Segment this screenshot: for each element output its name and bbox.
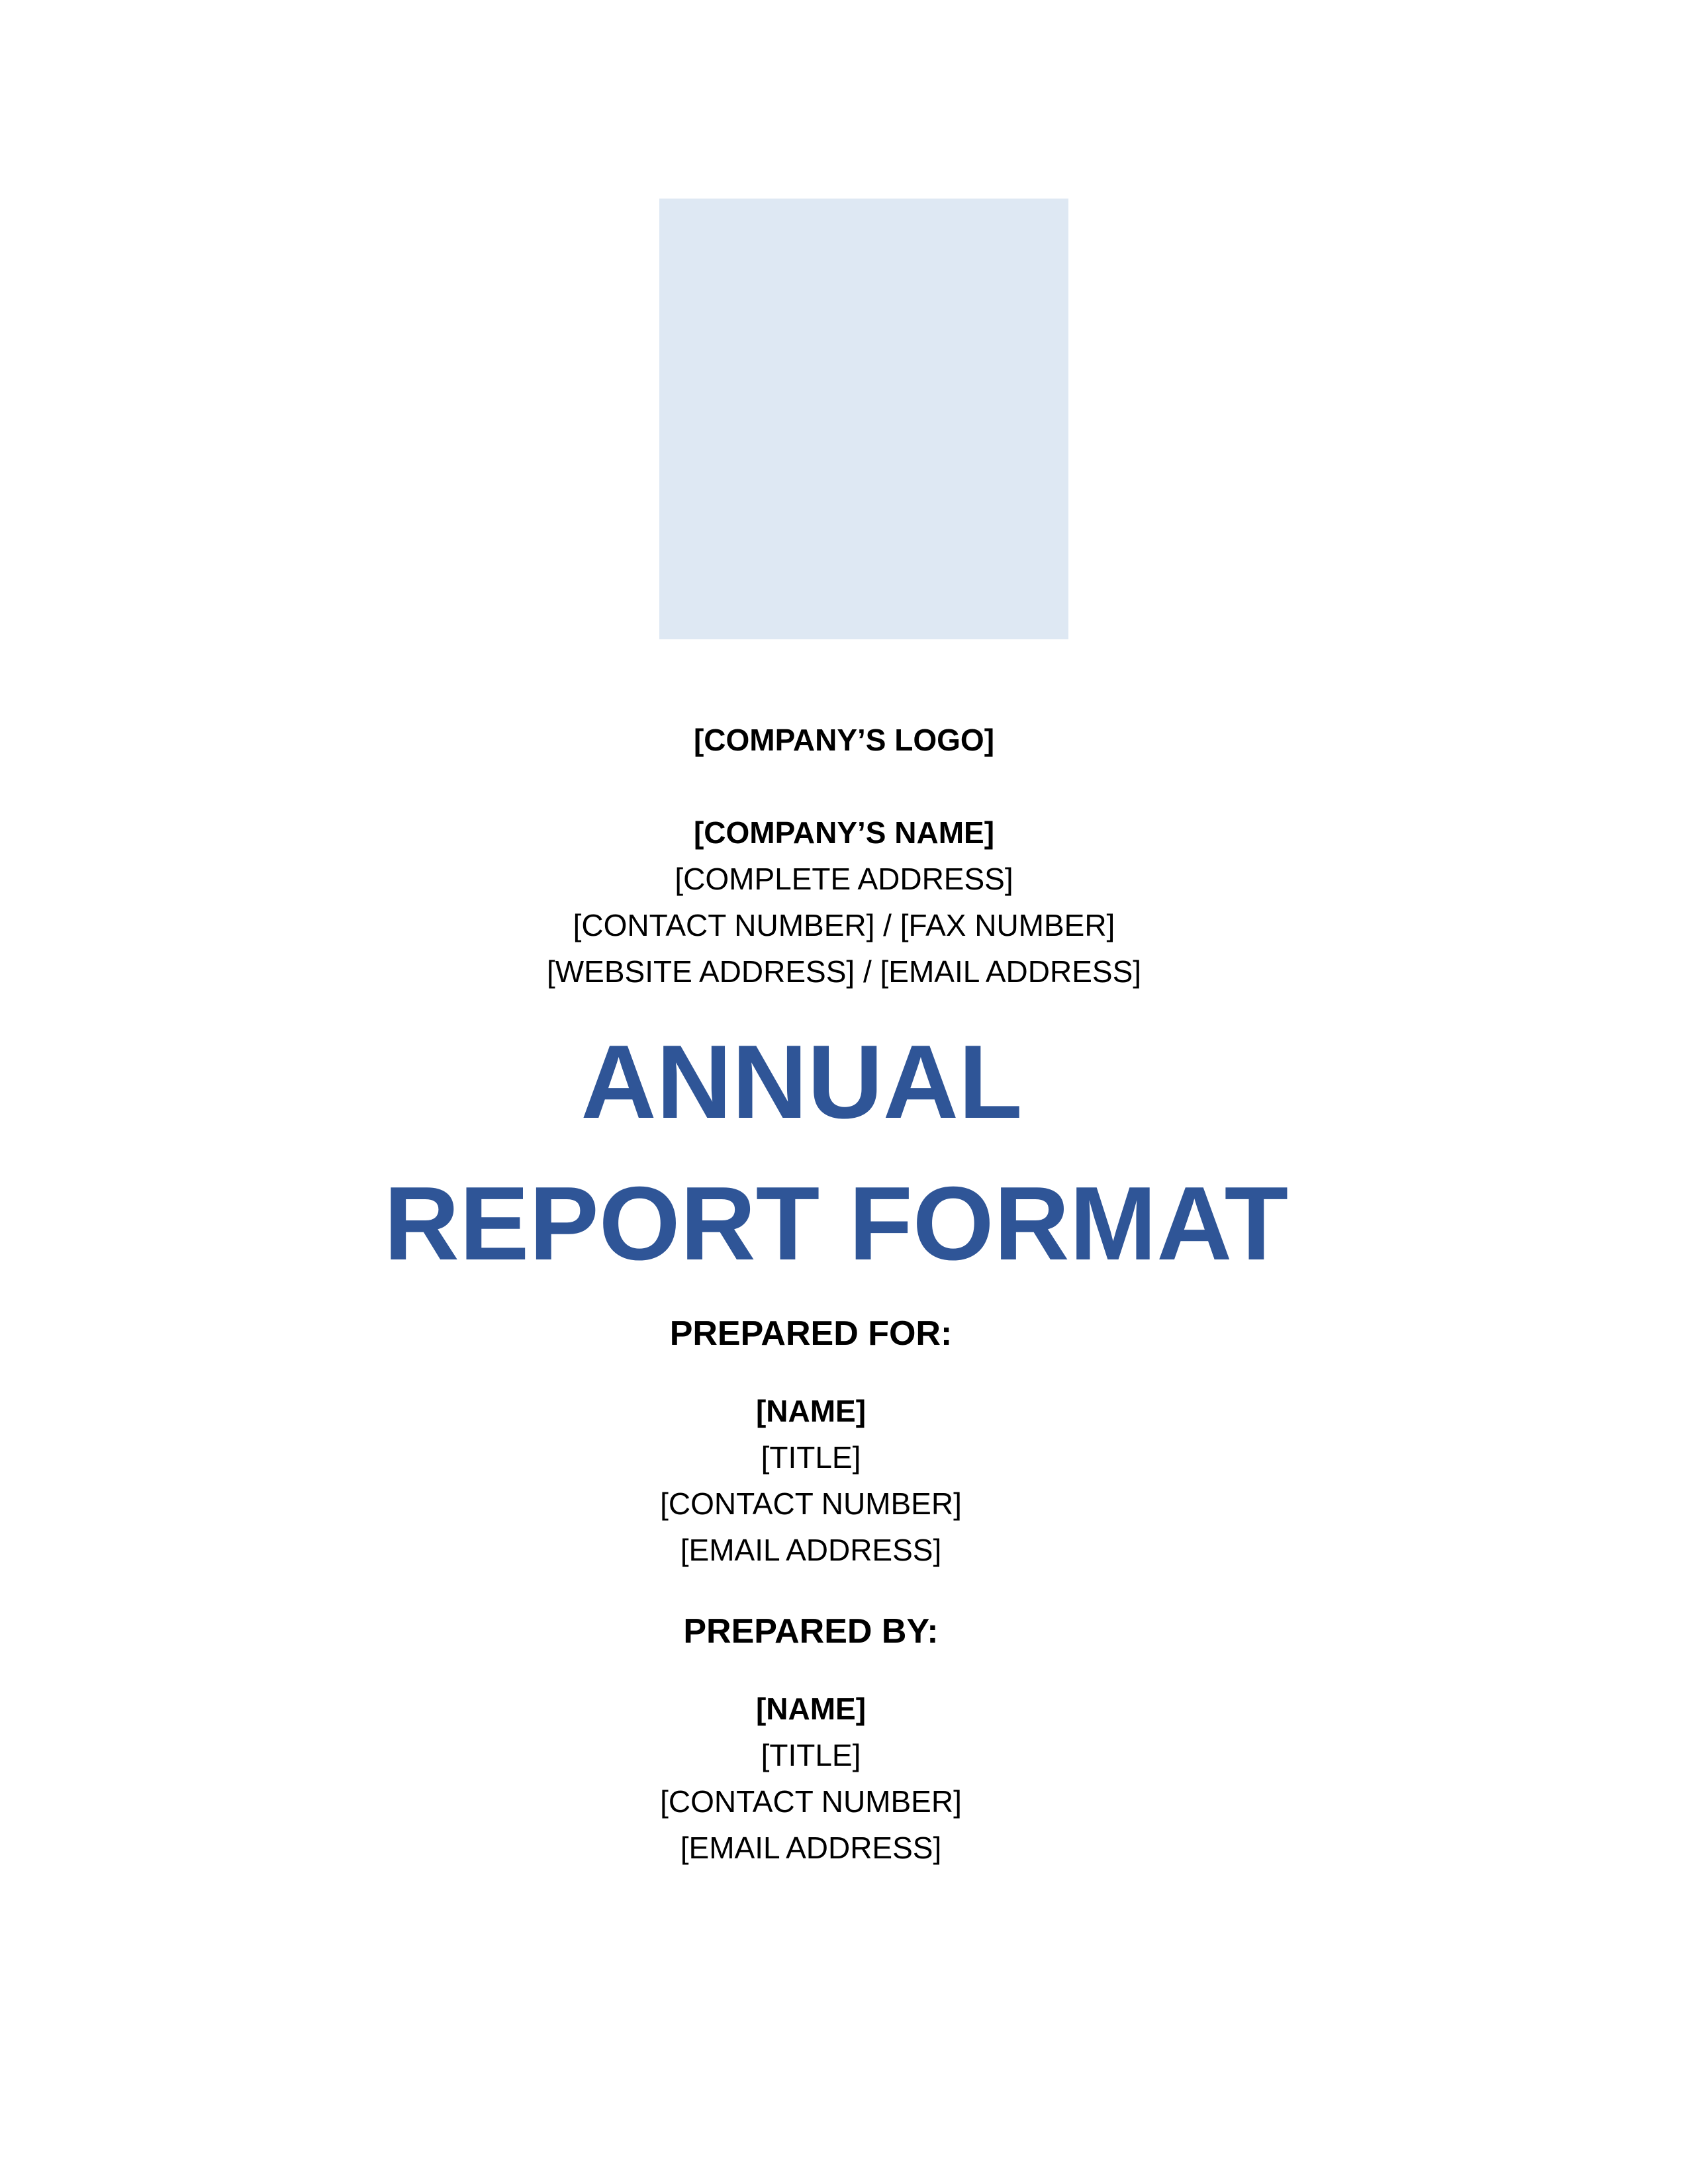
company-info — [0, 809, 1688, 989]
prepared-for-contact: [CONTACT NUMBER] — [660, 1486, 962, 1521]
company-name: [COMPANY’S NAME] — [693, 815, 995, 850]
company-website-email: [WEBSITE ADDRESS] / [EMAIL ADDRESS] — [546, 954, 1142, 989]
logo-placeholder — [659, 199, 1068, 639]
report-title-line-1: ANNUAL — [581, 1024, 1023, 1140]
prepared-for-heading: PREPARED FOR: — [669, 1314, 953, 1353]
prepared-for-email: [EMAIL ADDRESS] — [680, 1533, 942, 1567]
company-address: [COMPLETE ADDRESS] — [675, 862, 1013, 896]
report-title — [0, 1011, 1688, 1282]
company-contact-fax: [CONTACT NUMBER] / [FAX NUMBER] — [573, 908, 1115, 942]
prepared-for-name: [NAME] — [755, 1394, 867, 1428]
prepared-by-contact: [CONTACT NUMBER] — [660, 1784, 962, 1819]
logo-caption: [COMPANY’S LOGO] — [693, 723, 995, 757]
prepared-for-title: [TITLE] — [761, 1440, 861, 1475]
prepared-for-details — [0, 1388, 1622, 1567]
prepared-by-details — [0, 1686, 1622, 1865]
prepared-by-title: [TITLE] — [761, 1738, 861, 1772]
report-title-line-2: REPORT FORMAT — [383, 1165, 1289, 1282]
prepared-by-heading: PREPARED BY: — [683, 1612, 939, 1651]
prepared-by-name: [NAME] — [755, 1692, 867, 1726]
prepared-by-email: [EMAIL ADDRESS] — [680, 1831, 942, 1865]
